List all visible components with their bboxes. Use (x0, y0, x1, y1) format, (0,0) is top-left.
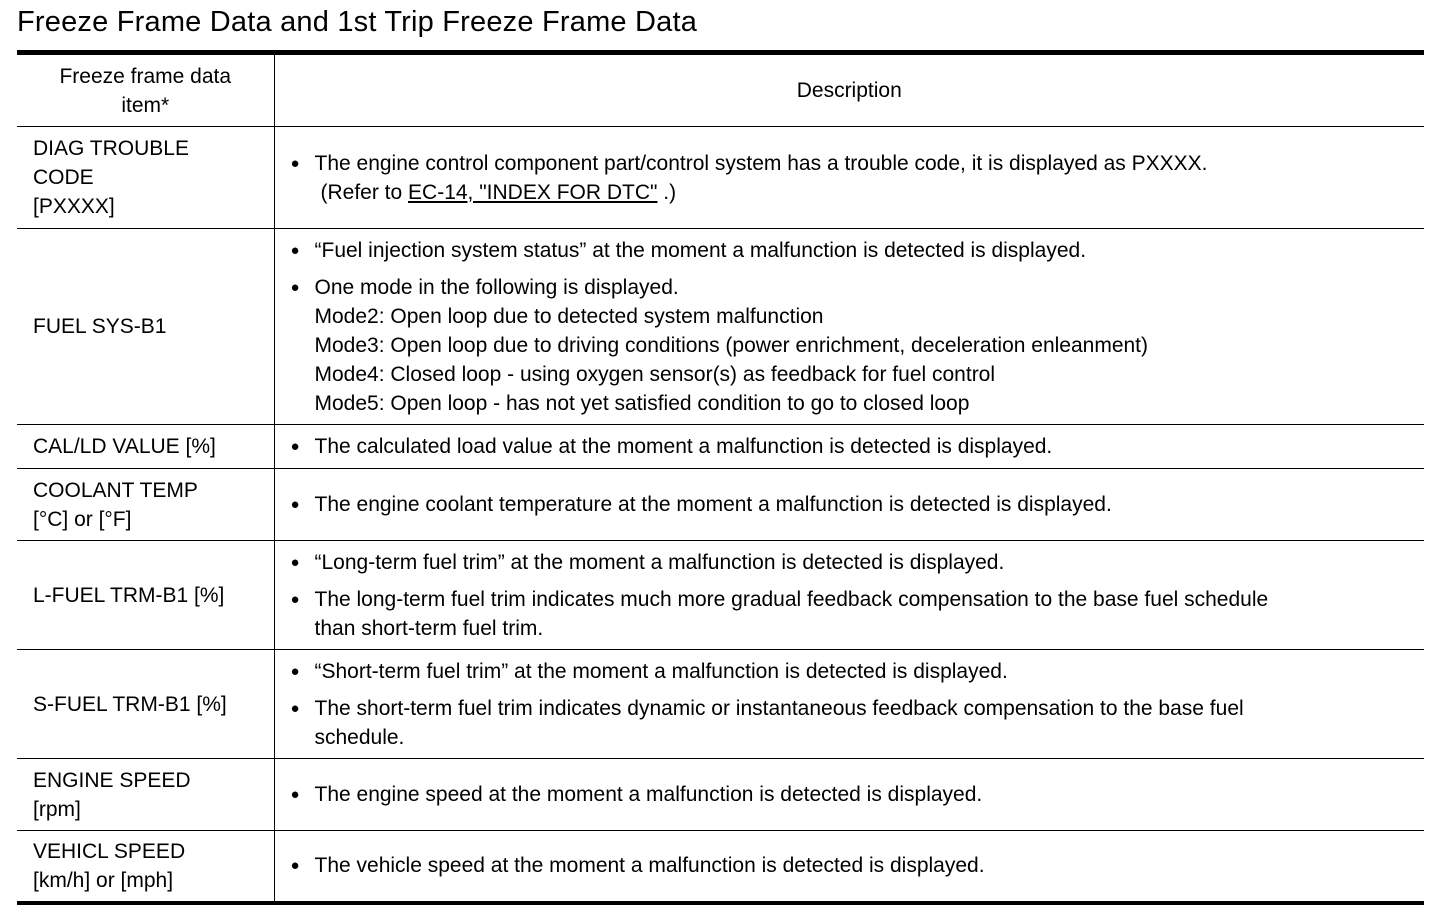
bullet-text-line: The long-term fuel trim indicates much more gradual feedback compensation to the base fuel schedule (314, 587, 1269, 611)
description-cell (274, 229, 1424, 425)
bullet-icon: ● (290, 699, 300, 717)
column-header-description: Description (274, 53, 1424, 127)
bullet-text-line: The engine coolant temperature at the moment a malfunction is detected is displayed. (314, 493, 1112, 516)
bullet-item (291, 548, 1409, 577)
bullet-item (291, 490, 1409, 519)
bullet-item (291, 149, 1409, 207)
table-row (17, 127, 1424, 229)
table-row (17, 831, 1424, 903)
bullet-text-line: schedule. (314, 725, 405, 749)
bullet-item (291, 273, 1409, 418)
dtc-index-link[interactable]: EC-14, "INDEX FOR DTC" (408, 180, 658, 204)
item-cell (17, 469, 274, 541)
reference-prefix: (Refer to (320, 180, 409, 204)
bullet-text-line: “Fuel injection system status” at the moment a malfunction is detected is displayed. (314, 238, 1087, 262)
bullet-text-line: The short-term fuel trim indicates dynamic or instantaneous feedback compensation to the base fuel (314, 696, 1244, 720)
description-cell (274, 759, 1424, 831)
bullet-text-line: The engine control component part/control system has a trouble code, it is displayed as PXXXX. (314, 151, 1208, 175)
table-row (17, 469, 1424, 541)
description-cell (274, 831, 1424, 903)
item-label-line: L-FUEL TRM-B1 [%] (33, 583, 225, 607)
bullet-text (315, 585, 1409, 643)
item-label-line: [°C] or [°F] (33, 507, 132, 531)
table-body (17, 127, 1424, 903)
bullet-icon: ● (290, 496, 300, 513)
bullet-text-line: “Short-term fuel trim” at the moment a malfunction is detected is displayed. (314, 659, 1008, 683)
bullet-text (315, 851, 1409, 880)
bullet-icon: ● (290, 590, 300, 608)
bullet-text (315, 149, 1409, 207)
bullet-icon: ● (290, 278, 300, 296)
bullet-icon: ● (290, 553, 300, 571)
bullet-text-line: Mode3: Open loop due to driving conditions (power enrichment, deceleration enleanment) (314, 333, 1148, 357)
bullet-item (291, 585, 1409, 643)
item-label-line: CAL/LD VALUE [%] (33, 435, 216, 458)
description-cell (274, 127, 1424, 229)
bullet-text (315, 432, 1409, 461)
page-title: Freeze Frame Data and 1st Trip Freeze Frame Data (17, 6, 698, 38)
bullet-text-line: Mode5: Open loop - has not yet satisfied condition to go to closed loop (314, 391, 970, 415)
item-label-line: COOLANT TEMP (33, 478, 198, 502)
item-cell (17, 541, 274, 650)
table-row (17, 759, 1424, 831)
table-header-row (17, 53, 1424, 127)
item-label-line: CODE (33, 166, 94, 189)
freeze-frame-table (17, 50, 1424, 905)
bullet-text-line: Mode2: Open loop due to detected system malfunction (314, 304, 824, 328)
item-cell (17, 229, 274, 425)
bullet-item (291, 780, 1409, 809)
table-row (17, 541, 1424, 650)
bullet-icon: ● (290, 857, 300, 875)
reference-suffix: .) (657, 180, 677, 204)
bullet-text (315, 236, 1409, 265)
bullet-text-line: than short-term fuel trim. (314, 616, 544, 640)
column-header-item: Freeze frame data item* (17, 53, 274, 127)
item-label-line: S-FUEL TRM-B1 [%] (33, 692, 227, 716)
bullet-text (315, 548, 1409, 577)
item-cell (17, 127, 274, 229)
bullet-text (315, 490, 1409, 519)
reference-line (315, 178, 1409, 207)
item-label-line: [PXXXX] (33, 195, 115, 218)
bullet-item (291, 236, 1409, 265)
item-cell (17, 425, 274, 469)
item-label-line: ENGINE SPEED (33, 768, 191, 792)
bullet-text (315, 694, 1409, 752)
bullet-item (291, 432, 1409, 461)
description-cell (274, 469, 1424, 541)
bullet-text-line: The vehicle speed at the moment a malfunction is detected is displayed. (314, 854, 985, 878)
bullet-icon: ● (290, 154, 300, 172)
item-label-line: VEHICL SPEED (33, 839, 186, 863)
item-label-line: [rpm] (33, 797, 81, 821)
bullet-text-line: “Long-term fuel trim” at the moment a malfunction is detected is displayed. (314, 550, 1005, 574)
item-label-line: DIAG TROUBLE (33, 137, 189, 160)
bullet-icon: ● (290, 786, 300, 803)
item-cell (17, 831, 274, 903)
item-cell (17, 650, 274, 759)
item-label-line: FUEL SYS-B1 (33, 315, 167, 338)
bullet-text (315, 657, 1409, 686)
bullet-text-line: One mode in the following is displayed. (314, 275, 679, 299)
bullet-text-line: The calculated load value at the moment a malfunction is detected is displayed. (314, 435, 1053, 458)
description-cell (274, 650, 1424, 759)
item-label-line: [km/h] or [mph] (33, 868, 174, 892)
bullet-icon: ● (290, 438, 300, 455)
bullet-item (291, 694, 1409, 752)
item-cell (17, 759, 274, 831)
bullet-text-line: Mode4: Closed loop - using oxygen sensor(s) as feedback for fuel control (314, 362, 996, 386)
bullet-text (315, 780, 1409, 809)
description-cell (274, 541, 1424, 650)
bullet-item (291, 851, 1409, 880)
table-row (17, 229, 1424, 425)
table-row (17, 425, 1424, 469)
bullet-icon: ● (290, 662, 300, 680)
bullet-text (315, 273, 1409, 418)
table-row (17, 650, 1424, 759)
description-cell (274, 425, 1424, 469)
bullet-item (291, 657, 1409, 686)
bullet-text-line: The engine speed at the moment a malfunction is detected is displayed. (314, 783, 983, 806)
bullet-icon: ● (290, 241, 300, 259)
